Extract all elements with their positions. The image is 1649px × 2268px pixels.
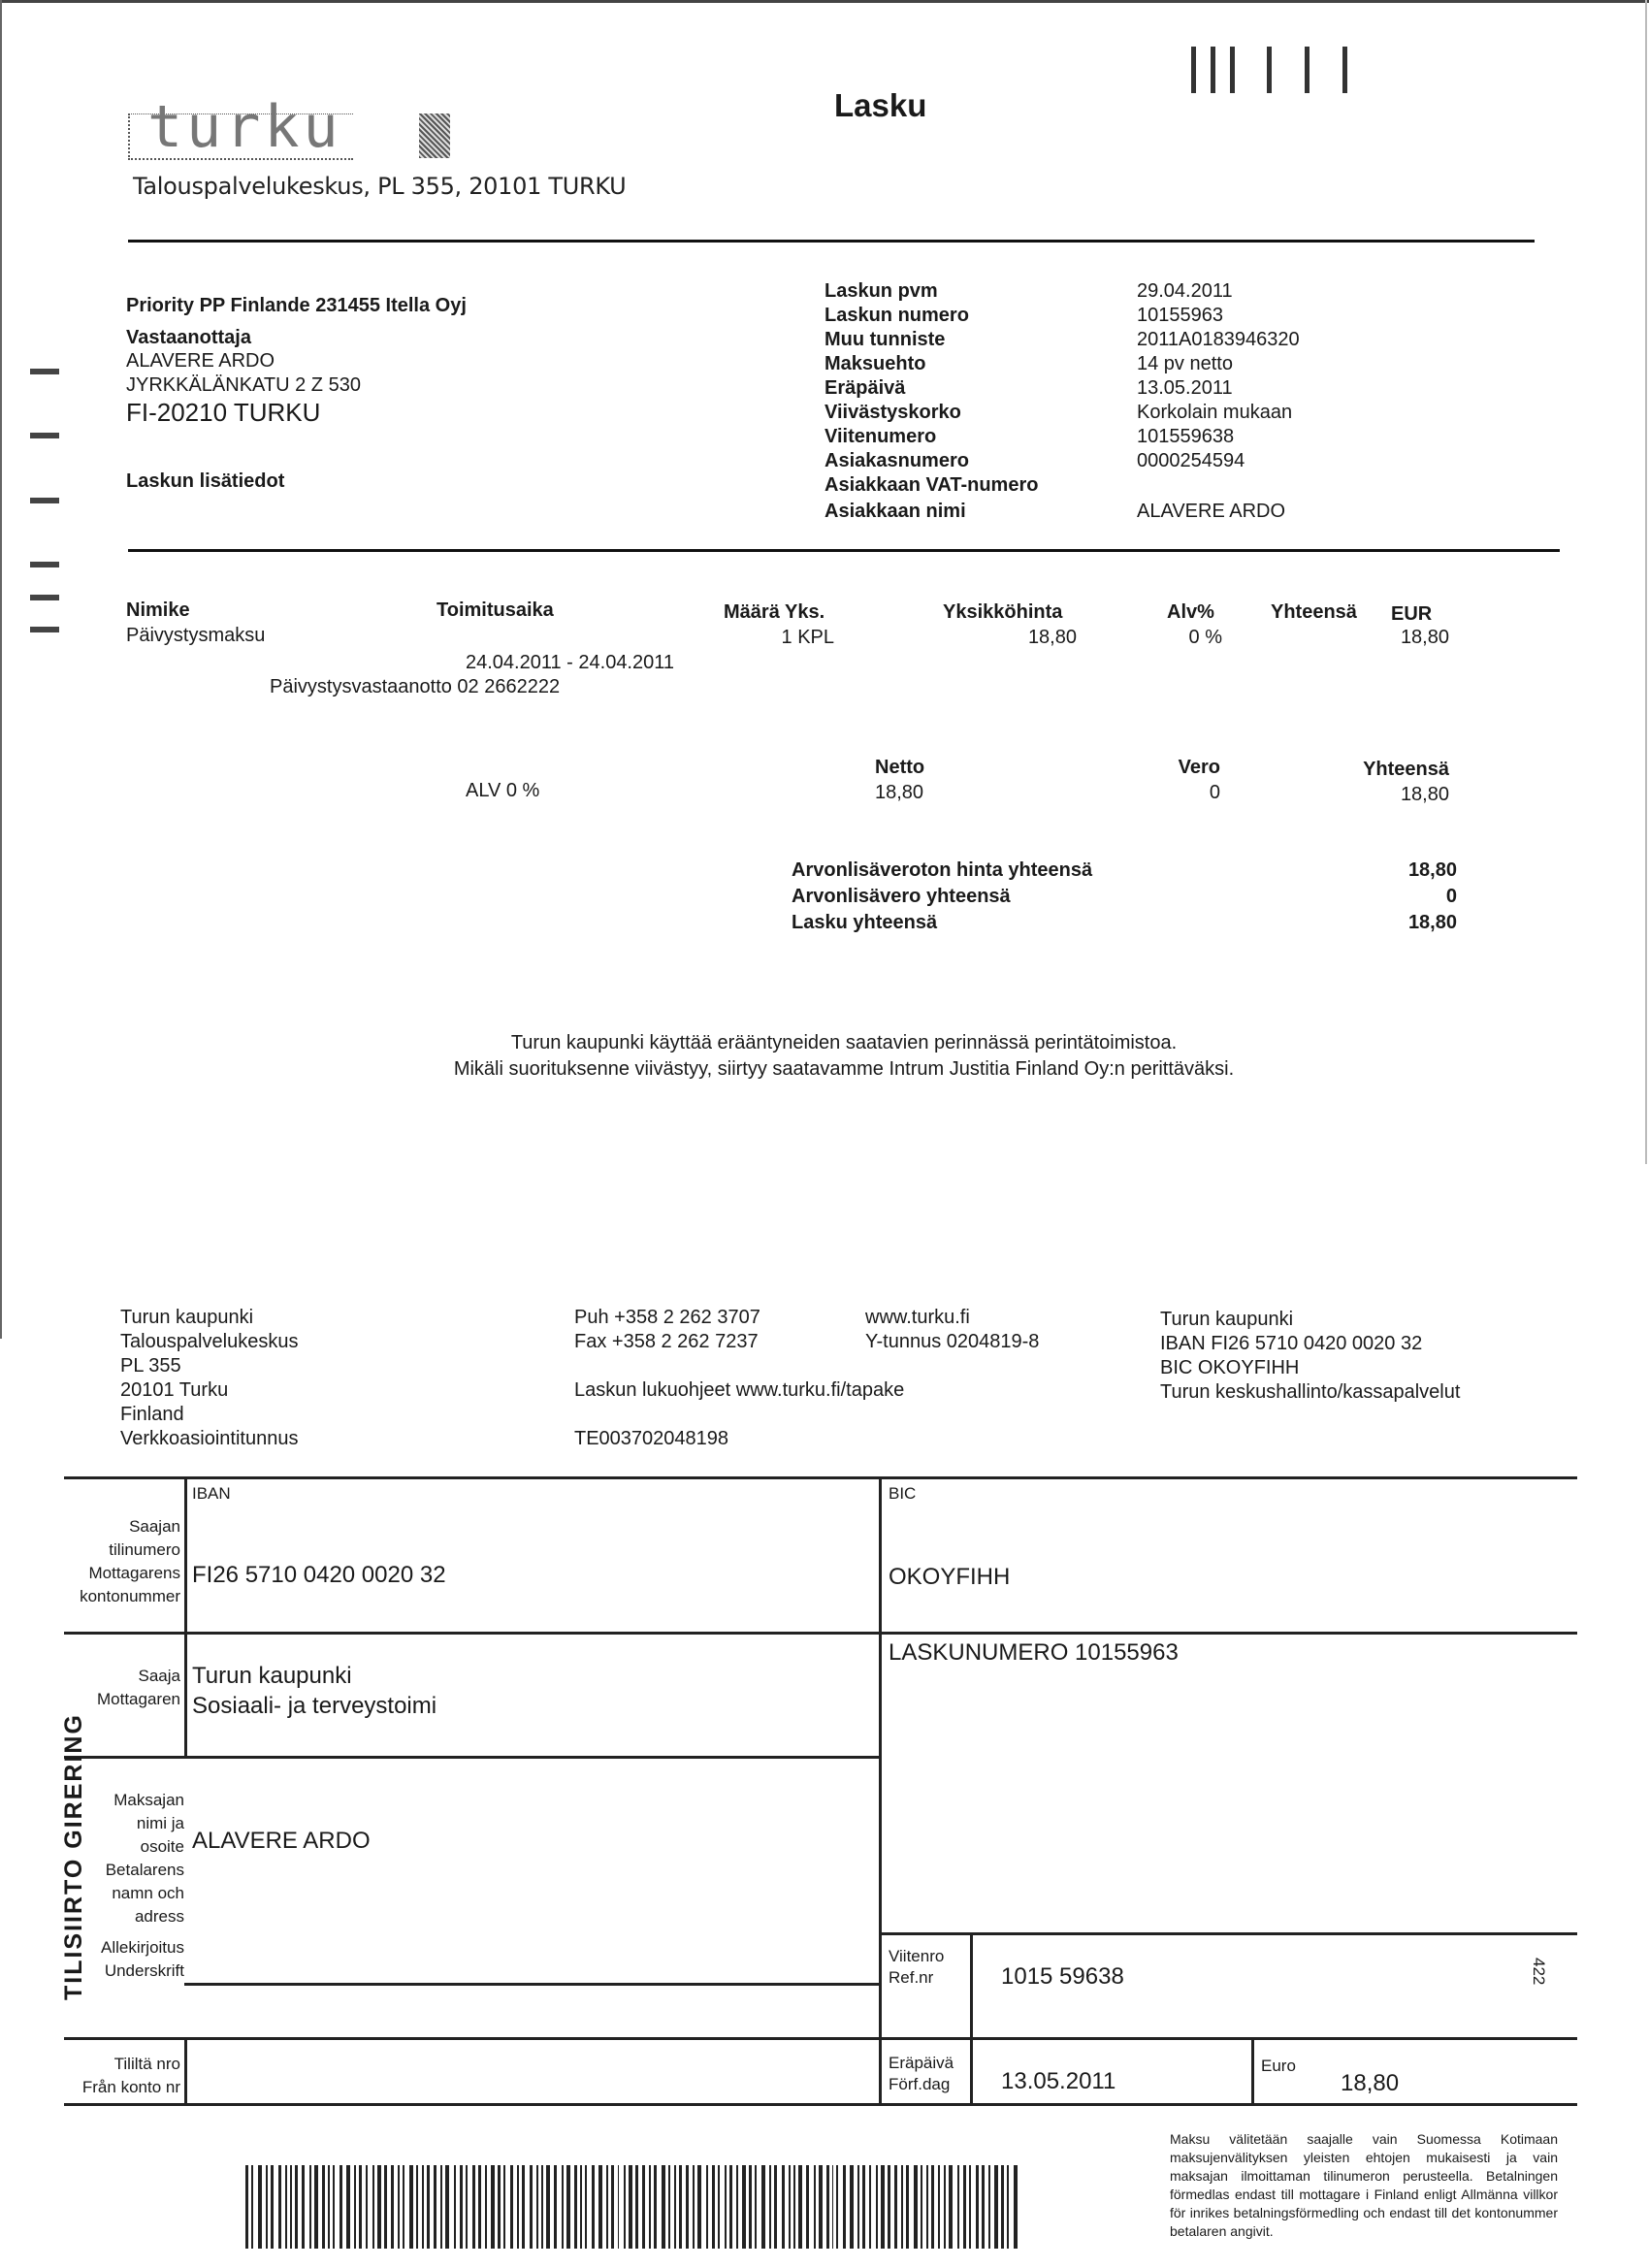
label-line: Från konto nr xyxy=(81,2078,180,2096)
due-date-field[interactable]: 13.05.2011 xyxy=(1001,2068,1116,2094)
euro-label: Euro xyxy=(1261,2057,1296,2075)
label-line: Eräpäivä xyxy=(889,2054,954,2072)
total-label: Arvonlisäveroton hinta yhteensä xyxy=(792,859,1093,881)
bic-field[interactable]: OKOYFIHH xyxy=(889,1564,1011,1590)
barcode-bar xyxy=(266,2165,268,2249)
barcode-bar xyxy=(445,2165,449,2249)
label-line: Förf.dag xyxy=(889,2075,951,2093)
barcode-bar xyxy=(409,2165,413,2249)
ref-number-label xyxy=(889,1946,944,1989)
payer-label xyxy=(87,1789,184,1928)
label-line: Mottagarens xyxy=(88,1564,180,1582)
label-line: Saaja xyxy=(138,1667,180,1685)
barcode-bar xyxy=(654,2165,657,2249)
barcode-bar xyxy=(466,2165,468,2249)
website-link[interactable]: www.turku.fi xyxy=(865,1307,970,1328)
fax: Fax +358 2 262 7237 xyxy=(574,1331,759,1352)
giro-title: TILISIIRTO GIRERING xyxy=(60,1713,87,2000)
barcode-bar xyxy=(624,2165,626,2249)
barcode-bar xyxy=(503,2165,505,2249)
fold-mark xyxy=(30,369,59,374)
contact-block xyxy=(574,1306,904,1451)
label-line: kontonummer xyxy=(80,1587,180,1605)
barcode-bar xyxy=(894,2165,897,2249)
barcode-bar xyxy=(814,2165,816,2249)
barcode-bar xyxy=(642,2165,645,2249)
form-rule xyxy=(184,1983,879,1986)
col-header-delivery: Toimitusaika xyxy=(436,599,554,621)
total-label: Lasku yhteensä xyxy=(792,912,938,933)
tax-value: 0 xyxy=(1209,782,1220,803)
summary-total-header: Yhteensä xyxy=(1363,759,1449,780)
address-line: PL 355 xyxy=(120,1355,181,1377)
barcode-bar xyxy=(271,2165,274,2249)
form-rule xyxy=(879,1932,1577,1935)
barcode-bar xyxy=(806,2165,809,2249)
meta-label: Maksuehto xyxy=(824,353,926,374)
net-value: 18,80 xyxy=(875,782,924,803)
barcode-bar xyxy=(333,2165,335,2249)
ocr-mark xyxy=(1342,47,1347,93)
barcode-bar xyxy=(491,2165,495,2249)
payment-terms: Maksu välitetään saajalle vain Suomessa Kotimaan maksujenvälityksen yleisten ehtojen mukaisesti ja vain maksajan ilmoittaman tilinumeron perusteella. Betalningen förmedlas endast till mottagare i Finland enligt Allmänna villkor för inrikes betalningsförmedling och endast till det kontonummer betalaren angivit. xyxy=(1170,2131,1558,2239)
fold-mark xyxy=(30,433,59,438)
payer-field[interactable]: ALAVERE ARDO xyxy=(192,1828,371,1854)
address-line: 20101 Turku xyxy=(120,1379,229,1401)
barcode-bar xyxy=(416,2165,418,2249)
sender-address: Talouspalvelukeskus, PL 355, 20101 TURKU xyxy=(133,173,627,200)
meta-row xyxy=(824,425,1300,449)
label-line: adress xyxy=(134,1907,184,1926)
barcode-bar xyxy=(251,2165,253,2249)
barcode-bar xyxy=(372,2165,374,2249)
barcode-bar xyxy=(585,2165,587,2249)
barcode-bar xyxy=(359,2165,362,2249)
form-rule xyxy=(64,1476,1577,1479)
col-header-qty-unit: Määrä Yks. xyxy=(724,601,825,623)
barcode-bar xyxy=(949,2165,953,2249)
barcode-bar xyxy=(876,2165,878,2249)
barcode-bar xyxy=(427,2165,430,2249)
barcode-bar xyxy=(862,2165,865,2249)
barcode-bar xyxy=(366,2165,368,2249)
barcode-bar xyxy=(693,2165,695,2249)
meta-value: Korkolain mukaan xyxy=(1137,402,1293,423)
barcode-bar xyxy=(749,2165,752,2249)
barcode-bar xyxy=(938,2165,941,2249)
barcode-bar xyxy=(1014,2165,1018,2249)
barcode-bar xyxy=(354,2165,356,2249)
barcode-bar xyxy=(706,2165,708,2249)
line-item-name: Päivystysmaksu xyxy=(126,625,266,646)
recipient-line: Sosiaali- ja terveystoimi xyxy=(192,1693,437,1719)
barcode-bar xyxy=(957,2165,959,2249)
label-line: namn och xyxy=(112,1884,184,1902)
form-rule xyxy=(64,1632,1577,1635)
address-line: Finland xyxy=(120,1404,184,1425)
tax-header: Vero xyxy=(1178,757,1220,778)
ocr-mark xyxy=(1191,47,1196,93)
barcode-bar xyxy=(718,2165,720,2249)
meta-value: 2011A0183946320 xyxy=(1137,329,1300,350)
label-line: nimi ja xyxy=(136,1814,184,1832)
total-value: 0 xyxy=(1445,886,1457,907)
total-row xyxy=(792,910,1457,936)
recipient-account-label xyxy=(64,1515,180,1608)
barcode-bar xyxy=(611,2165,614,2249)
invoice-meta xyxy=(824,279,1300,524)
barcode-bar xyxy=(789,2165,791,2249)
collection-notice xyxy=(369,1030,1319,1083)
barcode-bar xyxy=(580,2165,582,2249)
notice-line: Turun kaupunki käyttää erääntyneiden saatavien perinnässä perintätoimistoa. xyxy=(510,1032,1178,1053)
bank-line: BIC OKOYFIHH xyxy=(1160,1357,1300,1378)
e-invoice-id: TE003702048198 xyxy=(574,1428,729,1449)
barcode-bar xyxy=(798,2165,802,2249)
meta-value: 101559638 xyxy=(1137,426,1235,447)
recipient-line: Turun kaupunki xyxy=(192,1663,352,1689)
barcode-bar xyxy=(761,2165,765,2249)
barcode-bar xyxy=(498,2165,501,2249)
barcode-bar xyxy=(618,2165,620,2249)
barcode-bar xyxy=(485,2165,487,2249)
barcode-bar xyxy=(635,2165,638,2249)
address-line: Talouspalvelukeskus xyxy=(120,1331,299,1352)
barcode-bar xyxy=(391,2165,394,2249)
barcode-bar xyxy=(869,2165,871,2249)
divider xyxy=(128,549,1560,552)
invoice-reference-text: LASKUNUMERO 10155963 xyxy=(889,1639,1179,1666)
barcode-bar xyxy=(963,2165,966,2249)
form-rule xyxy=(1251,2037,1254,2103)
postal-service-line: Priority PP Finlande 231455 Itella Oyj xyxy=(126,295,467,316)
recipient-label: Vastaanottaja xyxy=(126,327,251,348)
barcode-bar xyxy=(906,2165,909,2249)
invoice-totals xyxy=(792,858,1457,936)
bank-line: IBAN FI26 5710 0420 0020 32 xyxy=(1160,1333,1423,1354)
recipient-city: FI-20210 TURKU xyxy=(126,398,321,427)
barcode-bar xyxy=(566,2165,570,2249)
line-qty-unit: 1 KPL xyxy=(781,627,834,648)
barcode-bar xyxy=(629,2165,632,2249)
amount-field[interactable]: 18,80 xyxy=(1341,2070,1400,2096)
barcode-bar xyxy=(340,2165,342,2249)
iban-field[interactable]: FI26 5710 0420 0020 32 xyxy=(192,1562,446,1588)
barcode-bar xyxy=(278,2165,281,2249)
barcode-bar xyxy=(346,2165,350,2249)
barcode-bar xyxy=(819,2165,823,2249)
barcode-bar xyxy=(982,2165,985,2249)
summary-total-value: 18,80 xyxy=(1400,784,1449,805)
label-line: Betalarens xyxy=(105,1861,184,1879)
form-rule xyxy=(879,1476,882,2103)
barcode-bar xyxy=(574,2165,577,2249)
col-header-item: Nimike xyxy=(126,599,190,621)
page-title: Lasku xyxy=(834,87,927,123)
total-label: Arvonlisävero yhteensä xyxy=(792,886,1011,907)
barcode-bar xyxy=(774,2165,777,2249)
form-rule xyxy=(64,1756,879,1759)
fold-mark xyxy=(30,562,59,567)
label-line: Viitenro xyxy=(889,1947,945,1965)
label-line: Allekirjoitus xyxy=(101,1938,184,1957)
barcode-bar xyxy=(712,2165,715,2249)
barcode-bar xyxy=(541,2165,543,2249)
notice-line: Mikäli suorituksenne viivästyy, siirtyy saatavamme Intrum Justitia Finland Oy:n perittäväksi. xyxy=(453,1058,1235,1080)
barcode-bar xyxy=(926,2165,928,2249)
form-rule xyxy=(184,2037,187,2103)
barcode-bar xyxy=(674,2165,676,2249)
barcode-bar xyxy=(729,2165,732,2249)
col-header-total: Yhteensä xyxy=(1271,601,1357,623)
barcode-bar xyxy=(782,2165,785,2249)
ocr-mark xyxy=(1305,47,1310,93)
total-row xyxy=(792,858,1457,884)
barcode-bar xyxy=(668,2165,670,2249)
business-id: Y-tunnus 0204819-8 xyxy=(865,1331,1040,1352)
meta-value: ALAVERE ARDO xyxy=(1137,501,1286,522)
bank-details xyxy=(1160,1308,1460,1405)
barcode-bar xyxy=(592,2165,595,2249)
barcode-bar xyxy=(976,2165,979,2249)
logo-wordmark: turku xyxy=(147,93,342,161)
label-line: Maksajan xyxy=(113,1791,184,1809)
fold-mark xyxy=(30,595,59,600)
barcode-bar xyxy=(988,2165,990,2249)
barcode-bar xyxy=(850,2165,854,2249)
line-delivery-period: 24.04.2011 - 24.04.2011 xyxy=(466,652,674,673)
label-line: osoite xyxy=(140,1837,184,1856)
meta-row xyxy=(824,376,1300,401)
barcode-bar xyxy=(826,2165,829,2249)
label-line: Mottagaren xyxy=(97,1690,180,1708)
barcode-bar xyxy=(546,2165,550,2249)
ref-number-field[interactable]: 1015 59638 xyxy=(1001,1963,1124,1990)
phone: Puh +358 2 262 3707 xyxy=(574,1307,760,1328)
page-edge xyxy=(1645,0,1647,1164)
ocr-mark xyxy=(1267,47,1272,93)
barcode-bar xyxy=(606,2165,608,2249)
barcode-bar xyxy=(460,2165,463,2249)
barcode-bar xyxy=(832,2165,834,2249)
label-line: tilinumero xyxy=(109,1540,180,1559)
meta-label: Viivästyskorko xyxy=(824,402,961,423)
meta-value: 13.05.2011 xyxy=(1137,377,1233,399)
turku-logo xyxy=(128,93,448,161)
net-header: Netto xyxy=(875,757,925,778)
reading-guide-link[interactable]: Laskun lukuohjeet www.turku.fi/tapake xyxy=(574,1379,905,1401)
line-total: 18,80 xyxy=(1400,627,1449,648)
due-date-label xyxy=(889,2053,954,2095)
barcode-bar xyxy=(755,2165,757,2249)
barcode-bar xyxy=(888,2165,890,2249)
barcode-bar xyxy=(994,2165,998,2249)
total-row xyxy=(792,884,1457,910)
barcode-bar xyxy=(562,2165,564,2249)
meta-row xyxy=(824,500,1300,524)
barcode-bar xyxy=(881,2165,885,2249)
barcode-bar xyxy=(258,2165,262,2249)
barcode-bar xyxy=(662,2165,665,2249)
meta-row xyxy=(824,449,1300,473)
bic-label: BIC xyxy=(889,1484,917,1503)
barcode-bar xyxy=(769,2165,771,2249)
meta-value: 0000254594 xyxy=(1137,450,1245,471)
barcode-bar xyxy=(454,2165,456,2249)
meta-value: 29.04.2011 xyxy=(1137,280,1233,302)
divider xyxy=(128,240,1535,243)
barcode-bar xyxy=(921,2165,922,2249)
meta-row xyxy=(824,304,1300,328)
giro-payment-form xyxy=(60,1476,1577,2117)
barcode-bar xyxy=(328,2165,330,2249)
vat-rate-label: ALV 0 % xyxy=(466,780,540,801)
barcode-bar xyxy=(530,2165,533,2249)
barcode-bar xyxy=(649,2165,651,2249)
sender-postal-address xyxy=(120,1306,298,1451)
bank-line: Turun kaupunki xyxy=(1160,1309,1294,1330)
barcode-bar xyxy=(422,2165,424,2249)
meta-label: Laskun pvm xyxy=(824,280,938,302)
barcode-bar xyxy=(403,2165,405,2249)
barcode-bar xyxy=(309,2165,311,2249)
form-code: 422 xyxy=(1530,1958,1548,1986)
barcode-bar xyxy=(914,2165,918,2249)
web-block xyxy=(865,1306,1039,1354)
barcode-bar xyxy=(969,2165,971,2249)
barcode-bar xyxy=(793,2165,795,2249)
meta-value: 10155963 xyxy=(1137,305,1223,326)
barcode-bar xyxy=(931,2165,934,2249)
label-line: Ref.nr xyxy=(889,1968,934,1987)
meta-value: 14 pv netto xyxy=(1137,353,1233,374)
barcode-bar xyxy=(434,2165,436,2249)
barcode-bar xyxy=(285,2165,287,2249)
ocr-mark xyxy=(1211,47,1215,93)
barcode-bar xyxy=(836,2165,838,2249)
barcode-bar xyxy=(736,2165,738,2249)
barcode-bar xyxy=(686,2165,689,2249)
barcode-bar xyxy=(440,2165,442,2249)
barcode-bar xyxy=(598,2165,602,2249)
barcode-bar xyxy=(290,2165,292,2249)
meta-row xyxy=(824,279,1300,304)
recipient-field[interactable] xyxy=(192,1661,436,1721)
bank-line: Turun keskushallinto/kassapalvelut xyxy=(1160,1381,1461,1403)
form-rule xyxy=(970,1932,973,2103)
barcode-bar xyxy=(742,2165,746,2249)
label-line: Underskrift xyxy=(104,1961,184,1980)
meta-label: Asiakkaan VAT-numero xyxy=(824,474,1039,496)
meta-label: Asiakkaan nimi xyxy=(824,501,966,522)
barcode-bar xyxy=(398,2165,400,2249)
barcode-bar xyxy=(510,2165,514,2249)
ocr-mark xyxy=(1230,47,1235,93)
coat-of-arms-icon xyxy=(419,113,450,158)
barcode-bar xyxy=(697,2165,701,2249)
barcode-bar xyxy=(302,2165,305,2249)
col-header-currency: EUR xyxy=(1391,603,1433,625)
label-line: Tililtä nro xyxy=(113,2055,180,2073)
barcode-bar xyxy=(857,2165,859,2249)
meta-row xyxy=(824,401,1300,425)
barcode-bar xyxy=(944,2165,946,2249)
meta-label: Muu tunniste xyxy=(824,329,946,350)
address-line: Turun kaupunki xyxy=(120,1307,254,1328)
fold-mark xyxy=(30,498,59,503)
meta-label: Viitenumero xyxy=(824,426,937,447)
barcode-bar xyxy=(245,2165,248,2249)
barcode-bar xyxy=(843,2165,846,2249)
barcode-bar xyxy=(322,2165,325,2249)
signature-label xyxy=(87,1936,184,1983)
page-edge xyxy=(0,0,2,1339)
meta-row xyxy=(824,328,1300,352)
barcode-bar xyxy=(554,2165,557,2249)
barcode-bar xyxy=(901,2165,903,2249)
line-description: Päivystysvastaanotto 02 2662222 xyxy=(270,676,561,697)
barcode-bar xyxy=(295,2165,299,2249)
form-rule xyxy=(64,2103,1577,2106)
meta-row xyxy=(824,352,1300,376)
recipient-name: ALAVERE ARDO xyxy=(126,350,275,372)
barcode-bar xyxy=(679,2165,682,2249)
recipient-label xyxy=(64,1665,180,1711)
payment-barcode xyxy=(245,2165,1021,2249)
line-vat-pct: 0 % xyxy=(1188,627,1222,648)
barcode-bar xyxy=(377,2165,381,2249)
recipient-street: JYRKKÄLÄNKATU 2 Z 530 xyxy=(126,374,361,396)
from-account-label xyxy=(64,2053,180,2099)
barcode-bar xyxy=(472,2165,475,2249)
barcode-bar xyxy=(536,2165,538,2249)
label-line: Saajan xyxy=(129,1517,180,1536)
form-rule xyxy=(184,1476,187,1756)
barcode-bar xyxy=(517,2165,519,2249)
page-edge xyxy=(0,0,1649,3)
barcode-bar xyxy=(314,2165,318,2249)
col-header-unit-price: Yksikköhinta xyxy=(943,601,1063,623)
barcode-bar xyxy=(522,2165,525,2249)
iban-label: IBAN xyxy=(192,1484,231,1503)
col-header-vat: Alv% xyxy=(1167,601,1214,623)
meta-label: Laskun numero xyxy=(824,305,969,326)
form-rule xyxy=(64,2037,1577,2040)
barcode-bar xyxy=(478,2165,481,2249)
extra-info-label: Laskun lisätiedot xyxy=(126,470,285,492)
total-value: 18,80 xyxy=(1407,859,1457,881)
line-unit-price: 18,80 xyxy=(1027,627,1077,648)
address-line: Verkkoasiointitunnus xyxy=(120,1428,299,1449)
meta-label: Asiakasnumero xyxy=(824,450,969,471)
barcode-bar xyxy=(725,2165,728,2249)
fold-mark xyxy=(30,627,59,632)
barcode-bar xyxy=(1007,2165,1009,2249)
barcode-bar xyxy=(1001,2165,1004,2249)
meta-label: Eräpäivä xyxy=(824,377,906,399)
barcode-bar xyxy=(384,2165,387,2249)
total-value: 18,80 xyxy=(1407,912,1457,933)
meta-row xyxy=(824,473,1300,498)
